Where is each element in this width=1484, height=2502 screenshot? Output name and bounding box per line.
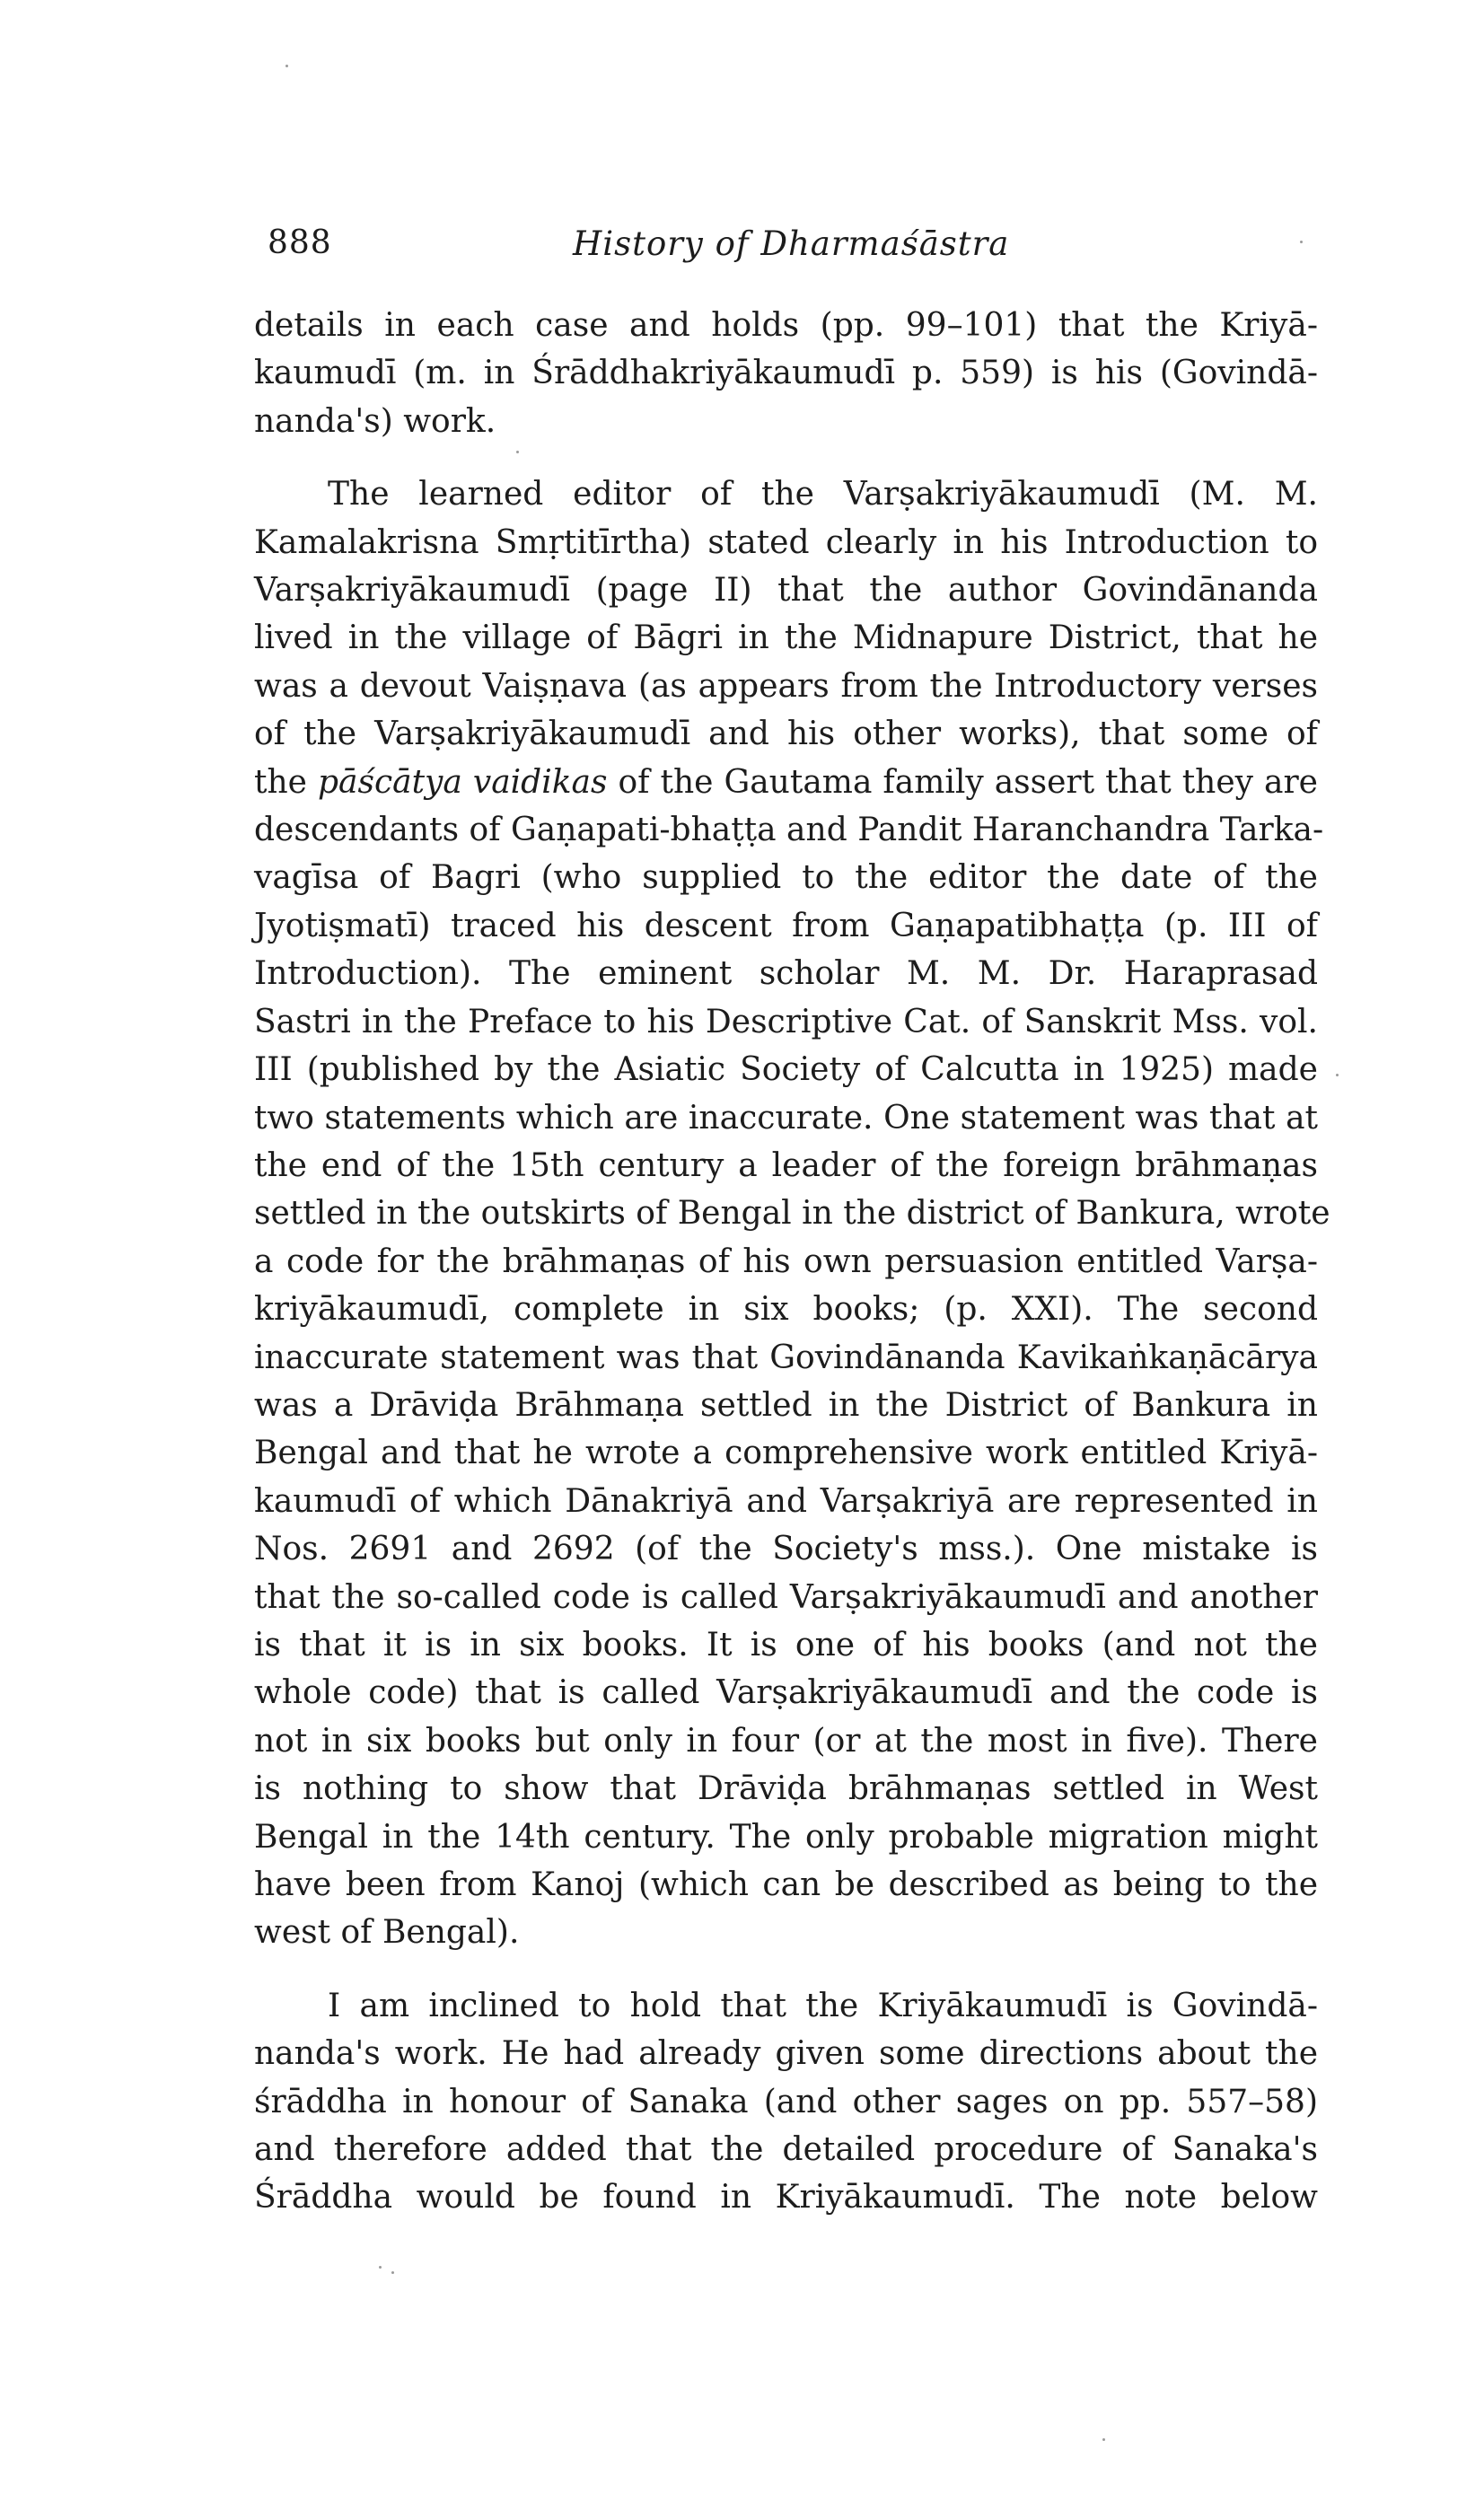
text-line: Bengal in the 14th century. The only probable migration might: [254, 1818, 1318, 1856]
text-line: a code for the brāhmaṇas of his own persuasion entitled Varṣa-: [254, 1242, 1318, 1280]
text-line: nanda's work. He had already given some directions about the: [254, 2035, 1318, 2073]
text-line: the end of the 15th century a leader of the foreign brāhmaṇas: [254, 1146, 1318, 1184]
paragraph-1: [254, 302, 1318, 445]
page-header: [268, 224, 1327, 278]
text-line: descendants of Gaṇapati-bhaṭṭa and Pandit Haranchandra Tarka-: [254, 812, 1324, 849]
text-line: settled in the outskirts of Bengal in the district of Bankura, wrote: [254, 1195, 1330, 1233]
italic-term: pāścātya vaidikas: [317, 763, 608, 801]
text-line: was a devout Vaiṣṇava (as appears from the Introductory verses: [254, 667, 1318, 705]
text-line: kaumudī of which Dānakriyā and Varṣakriyā are represented in: [254, 1482, 1318, 1520]
text-line: lived in the village of Bāgri in the Midnapure District, that he: [254, 619, 1318, 657]
paragraph-3: [254, 1982, 1318, 2222]
page-number: 888: [268, 224, 332, 261]
scan-speck: [391, 2271, 394, 2274]
running-title: History of Dharmaśāstra: [573, 224, 1010, 263]
paragraph-2: [254, 470, 1330, 1957]
text-line: the pāścātya vaidikas of the Gautama family assert that they are: [254, 763, 1318, 801]
text-line: is that it is in six books. It is one of his books (and not the: [254, 1626, 1318, 1664]
text-line: III (published by the Asiatic Society of Calcutta in 1925) made: [254, 1051, 1318, 1089]
text-line: Kamalakrisna Smṛtitīrtha) stated clearly in his Introduction to: [254, 523, 1318, 561]
text-line: was a Drāviḍa Brāhmaṇa settled in the District of Bankura in: [254, 1386, 1318, 1424]
scan-speck: [379, 2266, 382, 2269]
text-line: vagīsa of Bagri (who supplied to the editor the date of the: [254, 859, 1318, 897]
text-line: nanda's) work.: [254, 402, 496, 440]
text-line: kriyākaumudī, complete in six books; (p. XXI). The second: [254, 1291, 1318, 1329]
scan-speck: [1102, 2438, 1105, 2441]
text-line: Śrāddha would be found in Kriyākaumudī. The note below: [254, 2179, 1318, 2217]
text-line: that the so-called code is called Varṣakriyākaumudī and another: [254, 1578, 1318, 1616]
scan-speck: [285, 65, 288, 67]
text-line: Nos. 2691 and 2692 (of the Society's mss.). One mistake is: [254, 1531, 1318, 1568]
text-line: have been from Kanoj (which can be described as being to the: [254, 1866, 1318, 1903]
text-line: and therefore added that the detailed procedure of Sanaka's: [254, 2131, 1318, 2169]
body-text: [254, 302, 1330, 2222]
text-line: Jyotiṣmatī) traced his descent from Gaṇapatibhaṭṭa (p. III of: [254, 907, 1318, 944]
text-line: Varṣakriyākaumudī (page II) that the author Govindānanda: [254, 572, 1318, 610]
text-line: of the Varṣakriyākaumudī and his other works), that some of: [254, 715, 1318, 753]
text-line: is nothing to show that Drāviḍa brāhmaṇas settled in West: [254, 1770, 1318, 1808]
text-line: details in each case and holds (pp. 99–101) that the Kriyā-: [254, 307, 1318, 344]
text-line: Sastri in the Preface to his Descriptive Cat. of Sanskrit Mss. vol.: [254, 1003, 1318, 1040]
text-line: Bengal and that he wrote a comprehensive work entitled Kriyā-: [254, 1435, 1318, 1472]
text-line: west of Bengal).: [254, 1914, 520, 1952]
scan-speck: [516, 451, 519, 453]
text-line: I am inclined to hold that the Kriyākaumudī is Govindā-: [328, 1987, 1318, 2024]
scan-speck: [1336, 1074, 1339, 1076]
text-line: Introduction). The eminent scholar M. M. Dr. Haraprasad: [254, 955, 1318, 993]
text-line: two statements which are inaccurate. One statement was that at: [254, 1099, 1318, 1137]
scan-speck: [1300, 241, 1303, 243]
text-line: śrāddha in honour of Sanaka (and other sages on pp. 557–58): [254, 2083, 1318, 2120]
text-line: The learned editor of the Varṣakriyākaumudī (M. M.: [328, 476, 1318, 514]
text-line: inaccurate statement was that Govindānanda Kavikaṅkaṇācārya: [254, 1339, 1318, 1376]
text-line: kaumudī (m. in Śrāddhakriyākaumudī p. 559) is his (Govindā-: [254, 355, 1318, 392]
text-line: whole code) that is called Varṣakriyākaumudī and the code is: [254, 1674, 1318, 1712]
text-line: not in six books but only in four (or at the most in five). There: [254, 1722, 1318, 1760]
